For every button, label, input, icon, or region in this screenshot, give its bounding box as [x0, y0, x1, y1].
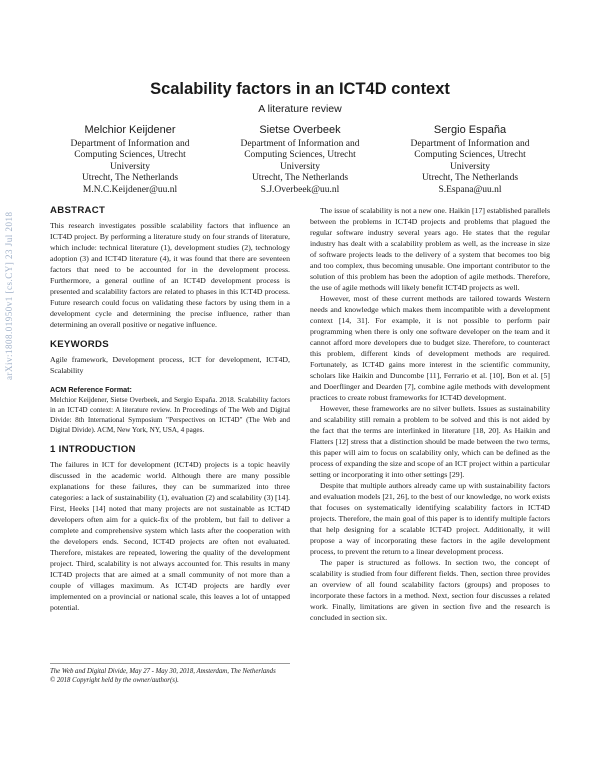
- right-column: [310, 205, 550, 623]
- author-affiliation: University: [109, 161, 151, 172]
- author-affiliation: Department of Information and: [240, 138, 360, 149]
- author-affiliation: Department of Information and: [410, 138, 530, 149]
- author-affiliation: Computing Sciences, Utrecht: [74, 150, 186, 161]
- author-affiliation: University: [279, 161, 321, 172]
- body-paragraph: However, these frameworks are no silver bullets. Issues as sustainability and scalability still remain a problem to be solved and this is not aided by the fact that the terms are interlinked in literature [18, 20]. As Haikin and Flatters [12] stress that a distinction should be made between the two terms, this paper will aim to focus on scalability only, which can be defined as the process of expanding the size and scope of an ICT project within a particular setting or incorporating it into other settings [29].: [310, 404, 550, 479]
- author-email: S.J.Overbeek@uu.nl: [260, 184, 340, 195]
- author-name: Sietse Overbeek: [259, 124, 341, 136]
- page-footer: [50, 663, 290, 685]
- author-3: [390, 125, 550, 197]
- author-email: M.N.C.Keijdener@uu.nl: [82, 184, 178, 195]
- arxiv-side-label: arXiv:1808.01950v1 [cs.CY] 23 Jul 2018: [4, 211, 14, 380]
- reference-format-heading: ACM Reference Format:: [50, 385, 132, 394]
- author-2: [220, 125, 380, 197]
- body-paragraph: However, most of these current methods are tailored towards Western needs and knowledge which makes them incompatible with a development context [14, 31]. For example, it is not possible to perform pair programming when there is only one software developer on the team and it cannot afford more developers due to budget size. Therefore, to counteract this problem, different kinds of development methods are required. Fortunately, as ICT4D gains more interest in the scientific community, scholars like Haikin and Duncombe [11], Ferrario et al. [10], Bon et al. [5] and Doerflinger and Dearden [7], combine agile methods with development practices to create robust frameworks for ICT4D development.: [310, 294, 550, 402]
- author-name: Melchior Keijdener: [84, 124, 176, 136]
- reference-format-text: Melchior Keijdener, Sietse Overbeek, and Sergio España. 2018. Scalability factors in an ICT4D context: A literature review. In Proceedings of The Web and Digital Divide: 8th International Symposium "Perspectives on ICT4D" (The Web and Digital Divide). ACM, New York, NY, USA, 4 pages.: [50, 396, 290, 434]
- paper-title: Scalability factors in an ICT4D context: [150, 80, 450, 98]
- author-email: S.Espana@uu.nl: [438, 184, 502, 195]
- body-paragraph: Despite that multiple authors already came up with sustainability factors and evaluation models [21, 26], to the best of our knowledge, no work exists that focuses on systematically identifying scalability factors in ICT4D projects. Therefore, the main goal of this paper is to identify multiple factors that help designing for a scalable ICT4D project. Additionally, it will propose a way of incorporating these factors in the agile development process, to prevent the return to a linear development process.: [310, 481, 550, 556]
- copyright-line: © 2018 Copyright held by the owner/author(s).: [50, 677, 179, 684]
- body-paragraph: The issue of scalability is not a new one. Haikin [17] established parallels between the problems in ICT4D projects and problems that plagued the regular software industry several years ago. He states that the regular industry has dealt with a scalability problem as well, as the increase in size of software projects leads to the delivery of a system that becomes too big and too complex, thus becoming unusable. One important contributor to the solution of this problem has been the adoption of agile methods. Therefore, the use of agile methods will likely benefit ICT4D projects as well.: [310, 206, 550, 292]
- author-affiliation: Computing Sciences, Utrecht: [414, 150, 526, 161]
- paper-subtitle: A literature review: [258, 103, 342, 115]
- abstract-heading: ABSTRACT: [50, 205, 106, 216]
- abstract-text: This research investigates possible scalability factors that influence an ICT4D project. By performing a literature study on four strands of literature, which include: technical literature (1), development studies (2), technology adoption (3) and ICT4D literature (4), it was found that there are seventeen factors that need to be accounted for in the development process. Furthermore, a general outline of an ICT4D development process is presented and scalability factors are related to phases in this ICT4D process. Future research could focus on validating these factors by using them in a development cycle and determining the precise influence, rather than determining an overall positive or negative influence.: [50, 221, 290, 329]
- introduction-heading: 1 INTRODUCTION: [50, 444, 136, 455]
- author-affiliation: University: [449, 161, 491, 172]
- author-name: Sergio España: [433, 124, 507, 136]
- conference-line: The Web and Digital Divide, May 27 - May 30, 2018, Amsterdam, The Netherlands: [50, 668, 276, 675]
- body-paragraph: The paper is structured as follows. In section two, the concept of scalability is studied from four different fields. Then, section three provides an overview of all found scalability factors (groups) and proposes to incorporate these factors in a method. Next, section four discusses a related work. Finally, limitations are given in section five and the research is concluded in section six.: [310, 558, 550, 622]
- author-1: [50, 125, 210, 197]
- author-location: Utrecht, The Netherlands: [421, 173, 519, 184]
- keywords-text: Agile framework, Development process, ICT for development, ICT4D, Scalability: [50, 355, 290, 375]
- author-location: Utrecht, The Netherlands: [81, 173, 179, 184]
- introduction-text: The failures in ICT for development (ICT4D) projects is a topic heavily discussed in the academic world. Although there are many possible explanations for these failures, they can be summarized into three categories: a lack of sustainability (1), evaluation (2) and scalability (3) [14]. First, Heeks [14] noted that many projects are not sustainable as ICT4D developers often aim for a quick-fix of the problem, but fail to deliver a complete and comprehensive system which lasts after the cooperation with the developers ends. Second, ICT4D projects are often not evaluated. Therefore, mistakes are repeated, lowering the quality of the development project. Third, scalability is not always accounted for. This results in many ICT4D projects that are aimed at a small community of not more than a couple of villages maximum. As ICT4D projects are hardly ever implemented on a provincial or national scale, this leaves a lot of untapped potential.: [50, 460, 290, 612]
- keywords-heading: KEYWORDS: [50, 339, 109, 350]
- author-location: Utrecht, The Netherlands: [251, 173, 349, 184]
- left-column: [50, 205, 290, 613]
- author-affiliation: Department of Information and: [70, 138, 190, 149]
- author-affiliation: Computing Sciences, Utrecht: [244, 150, 356, 161]
